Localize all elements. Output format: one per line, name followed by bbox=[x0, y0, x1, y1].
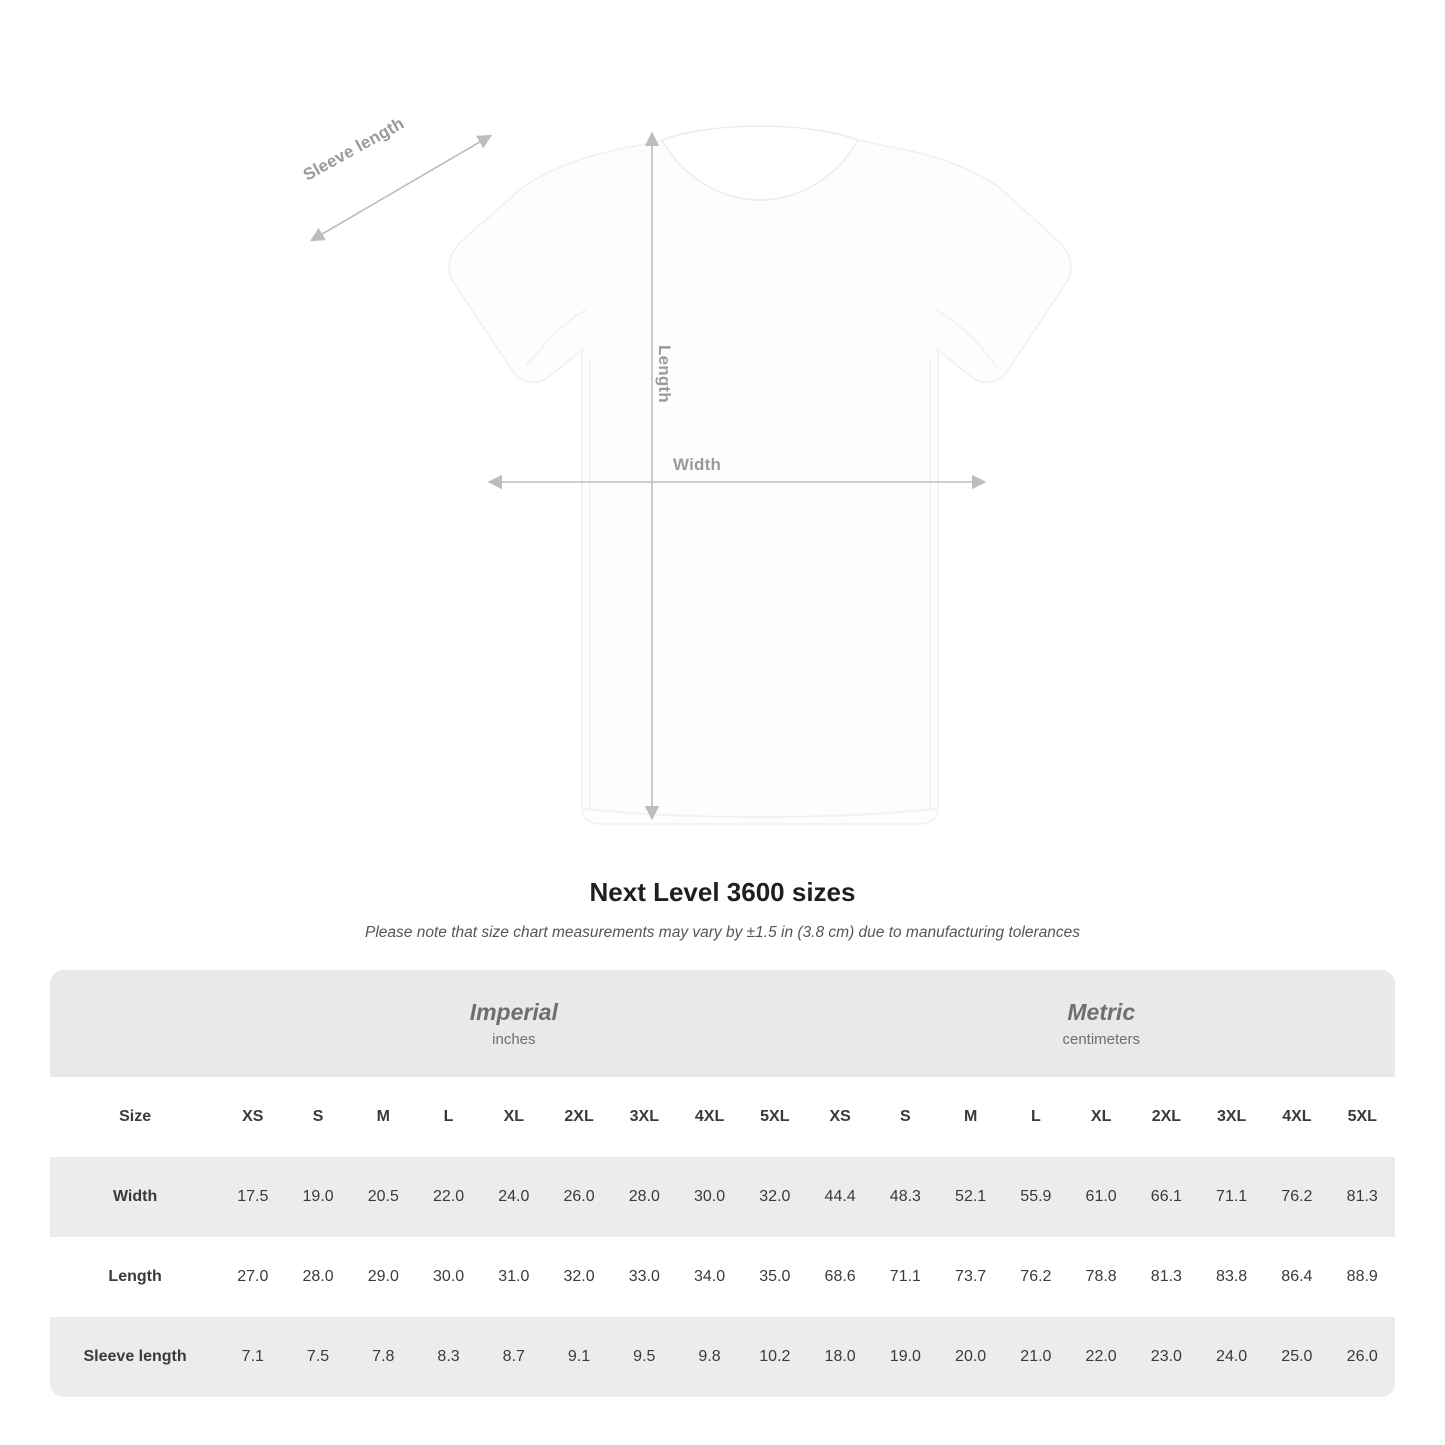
size-row-label: Size bbox=[50, 1077, 220, 1157]
size-header-imperial-l: L bbox=[416, 1077, 481, 1157]
cell-sleeve-imperial-m: 7.8 bbox=[351, 1317, 416, 1397]
cell-sleeve-metric-m: 20.0 bbox=[938, 1317, 1003, 1397]
page-title: Next Level 3600 sizes bbox=[589, 877, 856, 907]
cell-length-imperial-m: 29.0 bbox=[351, 1237, 416, 1317]
length-label: Length bbox=[655, 345, 674, 403]
heading-block bbox=[0, 877, 1445, 942]
cell-length-metric-3xl: 83.8 bbox=[1199, 1237, 1264, 1317]
size-header-metric-2xl: 2XL bbox=[1134, 1077, 1199, 1157]
cell-sleeve-imperial-xs: 7.1 bbox=[220, 1317, 285, 1397]
table-row bbox=[50, 1157, 1395, 1237]
size-header-metric-4xl: 4XL bbox=[1264, 1077, 1329, 1157]
cell-sleeve-imperial-3xl: 9.5 bbox=[612, 1317, 677, 1397]
cell-sleeve-metric-s: 19.0 bbox=[873, 1317, 938, 1397]
cell-sleeve-metric-5xl: 26.0 bbox=[1330, 1317, 1396, 1397]
cell-width-metric-xl: 61.0 bbox=[1069, 1157, 1134, 1237]
cell-width-imperial-xs: 17.5 bbox=[220, 1157, 285, 1237]
cell-sleeve-metric-4xl: 25.0 bbox=[1264, 1317, 1329, 1397]
size-header-imperial-3xl: 3XL bbox=[612, 1077, 677, 1157]
cell-width-metric-l: 55.9 bbox=[1003, 1157, 1068, 1237]
cell-width-metric-4xl: 76.2 bbox=[1264, 1157, 1329, 1237]
table-row bbox=[50, 1237, 1395, 1317]
cell-length-metric-4xl: 86.4 bbox=[1264, 1237, 1329, 1317]
cell-width-imperial-3xl: 28.0 bbox=[612, 1157, 677, 1237]
metric-group-header bbox=[808, 970, 1396, 1077]
cell-length-imperial-5xl: 35.0 bbox=[742, 1237, 807, 1317]
size-header-metric-5xl: 5XL bbox=[1330, 1077, 1396, 1157]
cell-width-imperial-2xl: 26.0 bbox=[546, 1157, 611, 1237]
sleeve-length-label: Sleeve length bbox=[300, 113, 408, 185]
size-header-metric-l: L bbox=[1003, 1077, 1068, 1157]
width-label: Width bbox=[673, 455, 722, 474]
cell-length-metric-2xl: 81.3 bbox=[1134, 1237, 1199, 1317]
size-header-metric-3xl: 3XL bbox=[1199, 1077, 1264, 1157]
size-header-imperial-s: S bbox=[285, 1077, 350, 1157]
cell-width-metric-3xl: 71.1 bbox=[1199, 1157, 1264, 1237]
imperial-group-header bbox=[220, 970, 807, 1077]
imperial-sublabel: inches bbox=[492, 1030, 536, 1048]
cell-width-metric-m: 52.1 bbox=[938, 1157, 1003, 1237]
cell-length-imperial-l: 30.0 bbox=[416, 1237, 481, 1317]
cell-length-metric-xl: 78.8 bbox=[1069, 1237, 1134, 1317]
unit-header-corner bbox=[50, 970, 220, 1077]
cell-width-metric-s: 48.3 bbox=[873, 1157, 938, 1237]
size-header-metric-m: M bbox=[938, 1077, 1003, 1157]
imperial-label: Imperial bbox=[469, 999, 558, 1026]
cell-sleeve-metric-xs: 18.0 bbox=[808, 1317, 873, 1397]
cell-width-imperial-4xl: 30.0 bbox=[677, 1157, 742, 1237]
cell-sleeve-metric-xl: 22.0 bbox=[1069, 1317, 1134, 1397]
cell-width-metric-xs: 44.4 bbox=[808, 1157, 873, 1237]
cell-sleeve-metric-3xl: 24.0 bbox=[1199, 1317, 1264, 1397]
cell-width-imperial-5xl: 32.0 bbox=[742, 1157, 807, 1237]
cell-width-imperial-xl: 24.0 bbox=[481, 1157, 546, 1237]
size-header-imperial-2xl: 2XL bbox=[546, 1077, 611, 1157]
cell-length-imperial-3xl: 33.0 bbox=[612, 1237, 677, 1317]
cell-length-imperial-4xl: 34.0 bbox=[677, 1237, 742, 1317]
size-header-imperial-5xl: 5XL bbox=[742, 1077, 807, 1157]
size-header-metric-xl: XL bbox=[1069, 1077, 1134, 1157]
cell-sleeve-imperial-2xl: 9.1 bbox=[546, 1317, 611, 1397]
cell-length-imperial-2xl: 32.0 bbox=[546, 1237, 611, 1317]
tshirt-icon bbox=[290, 118, 1150, 833]
cell-length-metric-5xl: 88.9 bbox=[1330, 1237, 1396, 1317]
cell-width-imperial-m: 20.5 bbox=[351, 1157, 416, 1237]
tshirt-illustration bbox=[290, 118, 1150, 833]
cell-length-imperial-xs: 27.0 bbox=[220, 1237, 285, 1317]
row-label-sleeve-length: Sleeve length bbox=[50, 1317, 220, 1397]
unit-header-row bbox=[50, 970, 1395, 1077]
cell-width-metric-5xl: 81.3 bbox=[1330, 1157, 1396, 1237]
cell-length-metric-m: 73.7 bbox=[938, 1237, 1003, 1317]
cell-sleeve-metric-l: 21.0 bbox=[1003, 1317, 1068, 1397]
cell-sleeve-imperial-4xl: 9.8 bbox=[677, 1317, 742, 1397]
size-chart-table bbox=[50, 970, 1395, 1397]
cell-length-metric-l: 76.2 bbox=[1003, 1237, 1068, 1317]
tolerance-note: Please note that size chart measurements may vary by ±1.5 in (3.8 cm) due to manufacturing tolerances bbox=[365, 924, 1080, 941]
cell-length-imperial-xl: 31.0 bbox=[481, 1237, 546, 1317]
table-row bbox=[50, 1317, 1395, 1397]
cell-length-metric-s: 71.1 bbox=[873, 1237, 938, 1317]
size-header-imperial-m: M bbox=[351, 1077, 416, 1157]
cell-sleeve-imperial-l: 8.3 bbox=[416, 1317, 481, 1397]
cell-length-metric-xs: 68.6 bbox=[808, 1237, 873, 1317]
size-chart-table-wrapper bbox=[50, 970, 1395, 1397]
cell-width-imperial-s: 19.0 bbox=[285, 1157, 350, 1237]
row-label-width: Width bbox=[50, 1157, 220, 1237]
cell-sleeve-imperial-5xl: 10.2 bbox=[742, 1317, 807, 1397]
cell-width-imperial-l: 22.0 bbox=[416, 1157, 481, 1237]
row-label-length: Length bbox=[50, 1237, 220, 1317]
size-header-metric-s: S bbox=[873, 1077, 938, 1157]
size-header-row bbox=[50, 1077, 1395, 1157]
size-header-metric-xs: XS bbox=[808, 1077, 873, 1157]
cell-sleeve-imperial-xl: 8.7 bbox=[481, 1317, 546, 1397]
metric-sublabel: centimeters bbox=[1062, 1030, 1141, 1048]
size-header-imperial-xs: XS bbox=[220, 1077, 285, 1157]
cell-sleeve-metric-2xl: 23.0 bbox=[1134, 1317, 1199, 1397]
cell-sleeve-imperial-s: 7.5 bbox=[285, 1317, 350, 1397]
cell-width-metric-2xl: 66.1 bbox=[1134, 1157, 1199, 1237]
cell-length-imperial-s: 28.0 bbox=[285, 1237, 350, 1317]
size-header-imperial-4xl: 4XL bbox=[677, 1077, 742, 1157]
metric-label: Metric bbox=[1067, 999, 1136, 1026]
size-header-imperial-xl: XL bbox=[481, 1077, 546, 1157]
